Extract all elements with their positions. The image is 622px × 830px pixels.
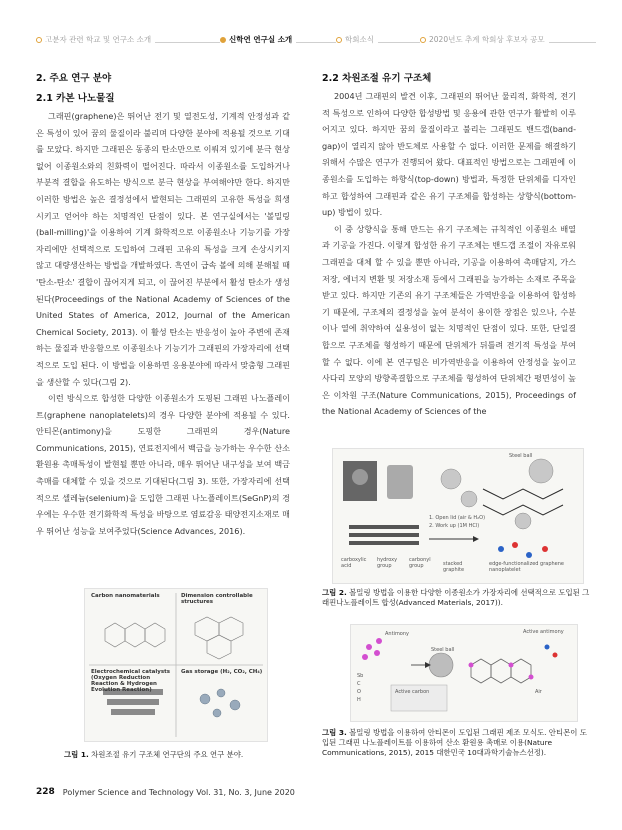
- figure-1-caption: 그림 1. 차원조절 유기 구조체 연구단의 주요 연구 분야.: [64, 750, 244, 759]
- fig3-legend-h: H: [357, 697, 361, 703]
- nav-item-lab-intro[interactable]: 신학연 연구실 소개: [220, 34, 296, 45]
- fig2-label-steel-ball: Steel ball: [509, 453, 533, 459]
- fig3-label-air: Air: [535, 689, 542, 695]
- nav-item-institutes[interactable]: 고분자 관련 학교 및 연구소 소개: [36, 34, 155, 45]
- fig2-label-stacked: stacked graphite: [443, 561, 465, 573]
- fig3-label-steel-ball: Steel ball: [431, 647, 455, 653]
- fig3-legend-c: C: [357, 681, 361, 687]
- fig3-label-antimony: Antimony: [385, 631, 409, 637]
- fig3-label-active-carbon: Active carbon: [395, 689, 430, 695]
- fig1-panel-gas-storage: Gas storage (H₂, CO₂, CH₄): [181, 669, 263, 675]
- subsection-title-carbon: 2.1 카본 나노물질: [36, 93, 115, 104]
- paragraph: 그래핀(graphene)은 뛰어난 전기 및 열전도성, 기계적 안정성과 같은 특성이 있어 꿈의 물질이라 불리며 다양한 분야에 적용될 것으로 기대를 모았다. 하지만 그래핀은 동종의 탄소만으로 이뤄져 있기에 분극 현상 없어 이종원소와의 친화력이 떨어진다. 따라서 이종원소를 도입하거나 부분적 결합을 유도하는 방식으로 분극 현상을 부여해야만 한다. 하지만 이러한 방법은 높은 결정성에서 발현되는 그래핀의 고유한 특성을 희생시키고 얻어야 하는 치명적인 단점이 있다. 본 연구실에서는 '볼밀링(ball-milling)'을 이용하여 기계 화학적으로 이종원소나 기능기를 가장자리에만 선택적으로 도입하여 그래핀 고유의 특성을 크게 손상시키지 않고 대량생산하는 방법을 개발하였다. 흑연이 급속 볼에 의해 분해될 때 '탄소-탄소' 결합이 끊어지게 되고, 이 끊어진 부분에서 활성 탄소가 생성된다(Proceedings of the National Academy of Sciences of the United States of America, 2012, Journal of the American Chemical Society, 2013). 이 활성 탄소는 반응성이 높아 주변에 존재하는 물질과 반응함으로 이종원소나 기능기가 그래핀의 가장자리에 선택적으로 도입 된다. 이 방법을 이용하면 응용분야에 따라서 맞춤형 그래핀을 생산할 수 있다(그림 2).: [36, 111, 290, 387]
- paragraph: 이 중 상향식을 통해 만드는 유기 구조체는 규칙적인 이종원소 배열과 기공을 가진다. 이렇게 합성한 유기 구조체는 밴드갭 조절이 자유로워 그래핀을 대체 할 수 있을 뿐만 아니라, 기공을 이용하여 촉매담지, 가스저장, 에너지 변환 및 저장소재 등에서 그래핀을 능가하는 소재로 주목을 받고 있다. 하지만 기존의 유기 구조체들은 가역반응을 이용하여 합성하기 때문에, 구조체의 결정성을 높여 분석이 용이한 장점은 있으나, 수분이나 열에 취약하여 실용성이 없는 치명적인 단점이 있다. 또한, 단일결합으로 구조체를 형성하기 때문에 단위체가 뒤틀려 전기적 특성을 부여할 수 없다. 이에 본 연구팀은 비가역반응을 이용하여 안정성을 높이고 사다리 모양의 방향족결합으로 구조체를 형성하여 단위체간 평면성이 높은 이차원 구조(Nature Communications, 2015), Proceedings of the National Academy of Sciences of the: [322, 223, 576, 417]
- figure-3-graphic: [351, 625, 577, 721]
- figure-1-graphic: [85, 589, 267, 741]
- nav-dot-icon: [336, 37, 342, 43]
- left-column: [36, 72, 290, 539]
- fig1-panel-dimension: Dimension controllable structures: [181, 593, 253, 605]
- nav-dot-icon: [420, 37, 426, 43]
- journal-info: Polymer Science and Technology Vol. 31, No. 3, June 2020: [62, 787, 295, 797]
- fig2-label-open-lid: 1. Open lid (air & H₂O): [429, 515, 486, 521]
- figure-2-caption: 그림 2. 볼밀링 방법을 이용한 다양한 이종원소가 가장자리에 선택적으로 도입된 그래핀나노플레이트 합성(Advanced Materials, 2017)).: [322, 588, 590, 607]
- figure-2: [332, 448, 584, 584]
- fig2-label-carbonyl: carbonyl group: [409, 557, 431, 569]
- paragraph: 이런 방식으로 합성한 다양한 이종원소가 도핑된 그래핀 나노플레이트(graphene nanoplatelets)의 경우 다양한 분야에 적용될 수 있다. 안티몬(antimony)을 도핑한 그래핀의 경우(Nature Communications, 2015), 연료전지에서 백금을 능가하는 우수한 산소환원용 촉매특성이 발현될 뿐만 아니라, 매우 뛰어난 내구성을 보여 백금촉매를 대체할 수 있을 것으로 기대된다(그림 3). 또한, 가장자리에 선택적으로 셀레늄(selenium)을 도입한 그래핀 나노플레이트(SeGnP)의 경우에는 우수한 전기화학적 특성을 바탕으로 염료감응 태양전지소재로 매우 뛰어난 성능을 보여주었다(Science Advances, 2016).: [36, 393, 290, 536]
- fig1-panel-catalysts: Electrochemical catalysts (Oxygen Reduction Reaction & Hydrogen Evolution Reaction): [91, 669, 171, 693]
- page-number: 228: [36, 787, 55, 797]
- fig3-legend-o: O: [357, 689, 361, 695]
- fig2-label-product: edge-functionalized graphene nanoplatelet: [489, 561, 564, 573]
- fig1-panel-carbon: Carbon nanomaterials: [91, 593, 160, 599]
- figure-3-caption: 그림 3. 볼밀링 방법을 이용하여 안티몬이 도입된 그래핀 제조 모식도. 안티몬이 도입된 그래핀 나노플레이트를 이용하여 산소 환원용 촉매로 이용(Nature Communications, 2015), 2015 대한민국 10대과학기술뉴스선정).: [322, 728, 587, 757]
- right-column: [322, 72, 576, 420]
- fig2-label-carboxylic: carboxylic acid: [341, 557, 367, 569]
- figure-1: [84, 588, 268, 742]
- page-footer: [36, 787, 295, 797]
- paragraph: 2004년 그래핀의 발견 이후, 그래핀의 뛰어난 물리적, 화학적, 전기적 특성으로 인하여 다양한 합성방법 및 응용에 관한 연구가 활발히 이루어지고 있다. 하지만 꿈의 물질이라고 불리는 그래핀도 밴드갭(band-gap)이 열리지 않아 반도체로 사용할 수 없다. 이러한 문제를 해결하기 위해서 수많은 연구가 진행되어 왔다. 대표적인 방법으로는 그래핀에 이종원소를 도입하는 하향식(top-down) 방법과, 특정한 단위체를 디자인하고 합성하여 그래핀과 같은 유기 구조체를 합성하는 상향식(bottom-up) 방법이 있다.: [322, 91, 576, 218]
- fig2-label-workup: 2. Work up (1M HCl): [429, 523, 480, 529]
- fig2-label-hydroxy: hydroxy group: [377, 557, 398, 569]
- top-navigation: [36, 30, 596, 48]
- figure-3: [350, 624, 578, 722]
- fig3-legend-sb: Sb: [357, 673, 364, 679]
- section-title: 2. 주요 연구 분야: [36, 73, 112, 84]
- fig3-label-active-antimony: Active antimony: [523, 629, 564, 635]
- nav-item-award-call[interactable]: 2020년도 추계 학회상 후보자 공모: [420, 34, 549, 45]
- nav-dot-icon: [220, 37, 226, 43]
- subsection-title-organic: 2.2 차원조절 유기 구조체: [322, 73, 432, 84]
- nav-item-society-news[interactable]: 학회소식: [336, 34, 378, 45]
- nav-dot-icon: [36, 37, 42, 43]
